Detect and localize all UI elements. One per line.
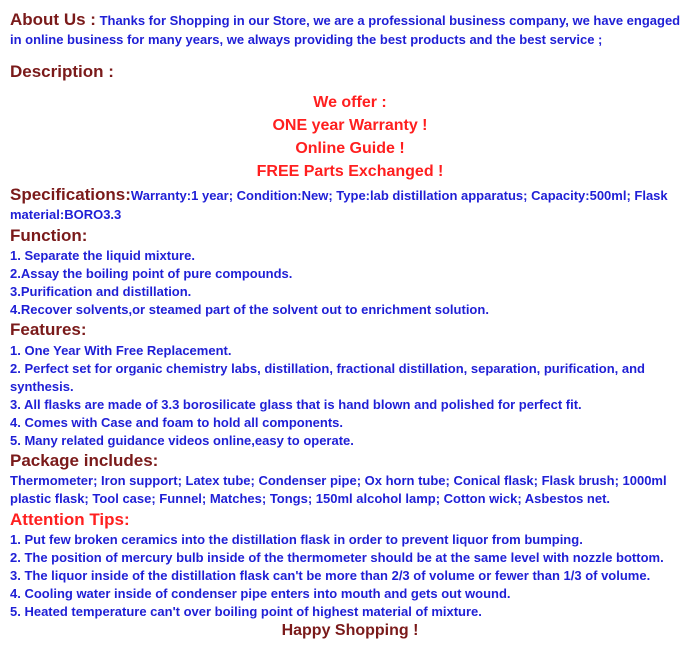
attention-item: 3. The liquor inside of the distillation flask can't be more than 2/3 of volume or fewer than 1/3 of volume. — [10, 568, 651, 583]
attention-list — [10, 531, 692, 621]
features-list — [10, 342, 692, 450]
function-item: 4.Recover solvents,or steamed part of the solvent out to enrichment solution. — [10, 302, 489, 317]
attention-item: 5. Heated temperature can't over boiling point of highest material of mixture. — [10, 604, 482, 619]
offer-line-2: ONE year Warranty ! — [272, 117, 428, 134]
specifications-section — [10, 185, 692, 224]
function-item: 1. Separate the liquid mixture. — [10, 248, 195, 263]
function-heading: Function: — [10, 226, 88, 245]
about-us-text: Thanks for Shopping in our Store, we are a professional business company, we have engaged in online business for many years, we always providing the best products and the best service ; — [10, 13, 681, 47]
offer-line-3: Online Guide ! — [295, 140, 405, 157]
features-item: 4. Comes with Case and foam to hold all components. — [10, 415, 343, 430]
attention-item: 4. Cooling water inside of condenser pipe enters into mouth and gets out wound. — [10, 586, 511, 601]
package-heading: Package includes: — [10, 451, 159, 470]
specifications-text: Warranty:1 year; Condition:New; Type:lab distillation apparatus; Capacity:500ml; Flask material:BORO3.3 — [10, 188, 668, 222]
features-item: 5. Many related guidance videos online,easy to operate. — [10, 433, 354, 448]
features-item: 3. All flasks are made of 3.3 borosilicate glass that is hand blown and polished for perfect fit. — [10, 397, 582, 412]
specifications-heading: Specifications: — [10, 185, 131, 204]
features-heading: Features: — [10, 320, 87, 339]
about-us-section — [10, 10, 692, 49]
package-text: Thermometer; Iron support; Latex tube; Condenser pipe; Ox horn tube; Conical flask; Flask brush; 1000ml plastic flask; Tool case; Funnel; Matches; Tongs; 150ml alcohol lamp; Cotton wick; Asbestos net. — [10, 473, 667, 506]
features-item: 2. Perfect set for organic chemistry labs, distillation, fractional distillation, separation, purification, and synthesis. — [10, 361, 645, 394]
attention-item: 2. The position of mercury bulb inside of the thermometer should be at the same level with nozzle bottom. — [10, 550, 664, 565]
attention-item: 1. Put few broken ceramics into the distillation flask in order to prevent liquor from bumping. — [10, 532, 583, 547]
function-item: 2.Assay the boiling point of pure compounds. — [10, 266, 293, 281]
description-heading: Description : — [10, 62, 114, 81]
about-us-heading: About Us : — [10, 10, 96, 29]
attention-heading: Attention Tips: — [10, 510, 130, 529]
offer-line-4: FREE Parts Exchanged ! — [256, 163, 444, 180]
offer-line-1: We offer : — [313, 94, 387, 111]
function-list — [10, 247, 692, 319]
happy-shopping-text: Happy Shopping ! — [281, 622, 419, 639]
function-item: 3.Purification and distillation. — [10, 284, 192, 299]
features-item: 1. One Year With Free Replacement. — [10, 343, 232, 358]
